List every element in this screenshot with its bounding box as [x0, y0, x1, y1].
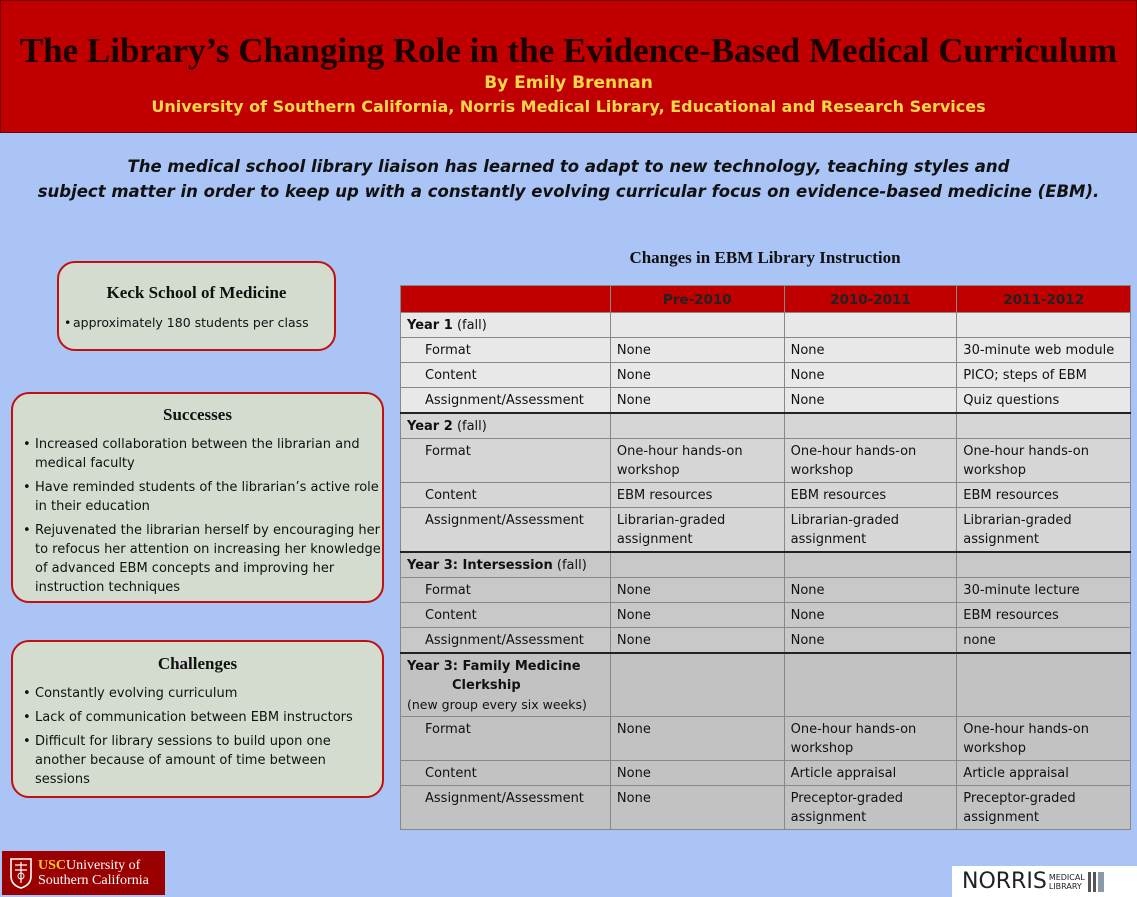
norris-library-logo [952, 866, 1137, 897]
section-row-year3-intersession: Year 3: Intersession (fall) [401, 552, 1131, 578]
usc-line-2: Southern California [38, 873, 149, 888]
norris-bars-icon [1088, 872, 1104, 892]
list-item: • Rejuvenated the librarian herself by encouraging her to refocus her attention on increasing her knowledge of advanced EBM concepts and improving her instruction techniques [23, 523, 381, 595]
table-row: Assignment/Assessment None None Quiz questions [401, 388, 1131, 414]
norris-word: NORRIS [962, 869, 1047, 894]
successes-box [11, 392, 384, 603]
usc-seal-icon [8, 856, 34, 890]
section-row-year1: Year 1 (fall) [401, 313, 1131, 338]
column-header: 2011-2012 [957, 286, 1131, 313]
list-item: • Lack of communication between EBM instructors [23, 710, 353, 725]
list-item: • Have reminded students of the librarian’s active role in their education [23, 480, 379, 514]
table-header-row [401, 286, 1131, 313]
challenges-box [11, 640, 384, 798]
column-header [401, 286, 611, 313]
usc-short: USC [38, 858, 67, 873]
table-row: Assignment/Assessment Librarian-graded assignment Librarian-graded assignment Librarian-graded assignment [401, 508, 1131, 553]
usc-line-1: University of [66, 858, 141, 873]
norris-subtitle: MEDICAL LIBRARY [1048, 872, 1085, 891]
successes-list [13, 435, 382, 597]
table-row: Content None None EBM resources [401, 603, 1131, 628]
table-title: Changes in EBM Library Instruction [629, 248, 901, 267]
poster-author: By Emily Brennan [484, 73, 653, 93]
poster-header [0, 0, 1137, 133]
table-row: Format One-hour hands-on workshop One-hour hands-on workshop One-hour hands-on workshop [401, 439, 1131, 483]
list-item: • Increased collaboration between the librarian and medical faculty [23, 437, 360, 471]
table-row: Format None None 30-minute web module [401, 338, 1131, 363]
section-row-year3-family-medicine: Year 3: Family Medicine Clerkship (new group every six weeks) [401, 653, 1131, 717]
ebm-instruction-table [400, 285, 1131, 830]
intro-line-1: The medical school library liaison has learned to adapt to new technology, teaching styles and [127, 157, 1010, 176]
list-item: • Difficult for library sessions to build upon one another because of amount of time between sessions [23, 734, 331, 787]
table-row: Content None None PICO; steps of EBM [401, 363, 1131, 388]
challenges-list [13, 684, 382, 789]
table-row: Assignment/Assessment None None none [401, 628, 1131, 654]
keck-title: Keck School of Medicine [106, 283, 287, 302]
keck-box [57, 261, 336, 351]
intro-line-2: subject matter in order to keep up with a constantly evolving curricular focus on evidence-based medicine (EBM). [37, 182, 1100, 201]
intro-statement [0, 154, 1137, 204]
list-item: • Constantly evolving curriculum [23, 686, 238, 701]
table-row: Content EBM resources EBM resources EBM resources [401, 483, 1131, 508]
column-header: 2010-2011 [784, 286, 957, 313]
column-header: Pre-2010 [610, 286, 784, 313]
poster-affiliation: University of Southern California, Norris Medical Library, Educational and Research Services [151, 97, 986, 116]
list-item: • approximately 180 students per class [64, 315, 309, 330]
usc-logo [2, 851, 165, 895]
section-row-year2: Year 2 (fall) [401, 413, 1131, 439]
poster-title: The Library’s Changing Role in the Evidence-Based Medical Curriculum [19, 31, 1118, 70]
table-row: Format None One-hour hands-on workshop One-hour hands-on workshop [401, 717, 1131, 761]
challenges-title: Challenges [157, 654, 238, 673]
successes-title: Successes [163, 405, 232, 424]
table-row: Format None None 30-minute lecture [401, 578, 1131, 603]
table-row: Assignment/Assessment None Preceptor-graded assignment Preceptor-graded assignment [401, 786, 1131, 830]
table-row: Content None Article appraisal Article appraisal [401, 761, 1131, 786]
keck-list [59, 313, 334, 332]
